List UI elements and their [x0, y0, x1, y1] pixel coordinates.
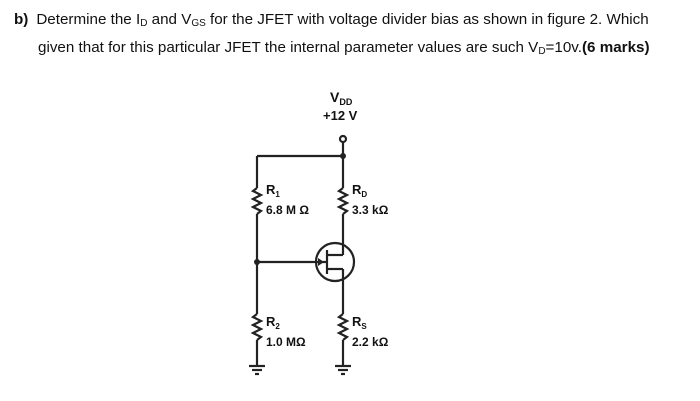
question-label: b): [14, 11, 29, 28]
question-line-1: b) Determine the $I_D$ and $V_{GS}$ for the JFET with voltage divider bias as shown in figure 2. Which: [14, 11, 649, 29]
vdd-terminal: [340, 136, 346, 142]
marks-label: (6 marks): [582, 39, 650, 56]
question-text: [14, 8, 690, 64]
ground-icon: [249, 366, 265, 374]
vdd-value: +12 V: [323, 108, 358, 123]
r2-resistor: [253, 314, 261, 340]
gate-arrow-icon: [318, 258, 324, 266]
rd-label: $R_D$: [352, 182, 368, 199]
r1-label: $R_1$: [266, 182, 280, 199]
question-line-2: given that for this particular JFET the internal parameter values are such $V_D=10v.(6$ marks): [38, 39, 650, 57]
r1-resistor: [253, 188, 261, 214]
r2-label: $R_2$: [266, 314, 280, 331]
ground-icon: [335, 366, 351, 374]
rd-value: 3.3 kΩ: [352, 203, 389, 217]
vdd-label: $V_{DD}$: [330, 89, 353, 107]
rs-value: 2.2 kΩ: [352, 335, 389, 349]
jfet-circuit-diagram: [220, 84, 460, 389]
r2-value: 1.0 MΩ: [266, 335, 306, 349]
node-dot: [340, 153, 346, 159]
rs-resistor: [339, 314, 347, 340]
r1-value: 6.8 M Ω: [266, 203, 309, 217]
rd-resistor: [339, 188, 347, 214]
rs-label: $R_S$: [352, 314, 367, 331]
node-dot: [254, 259, 260, 265]
